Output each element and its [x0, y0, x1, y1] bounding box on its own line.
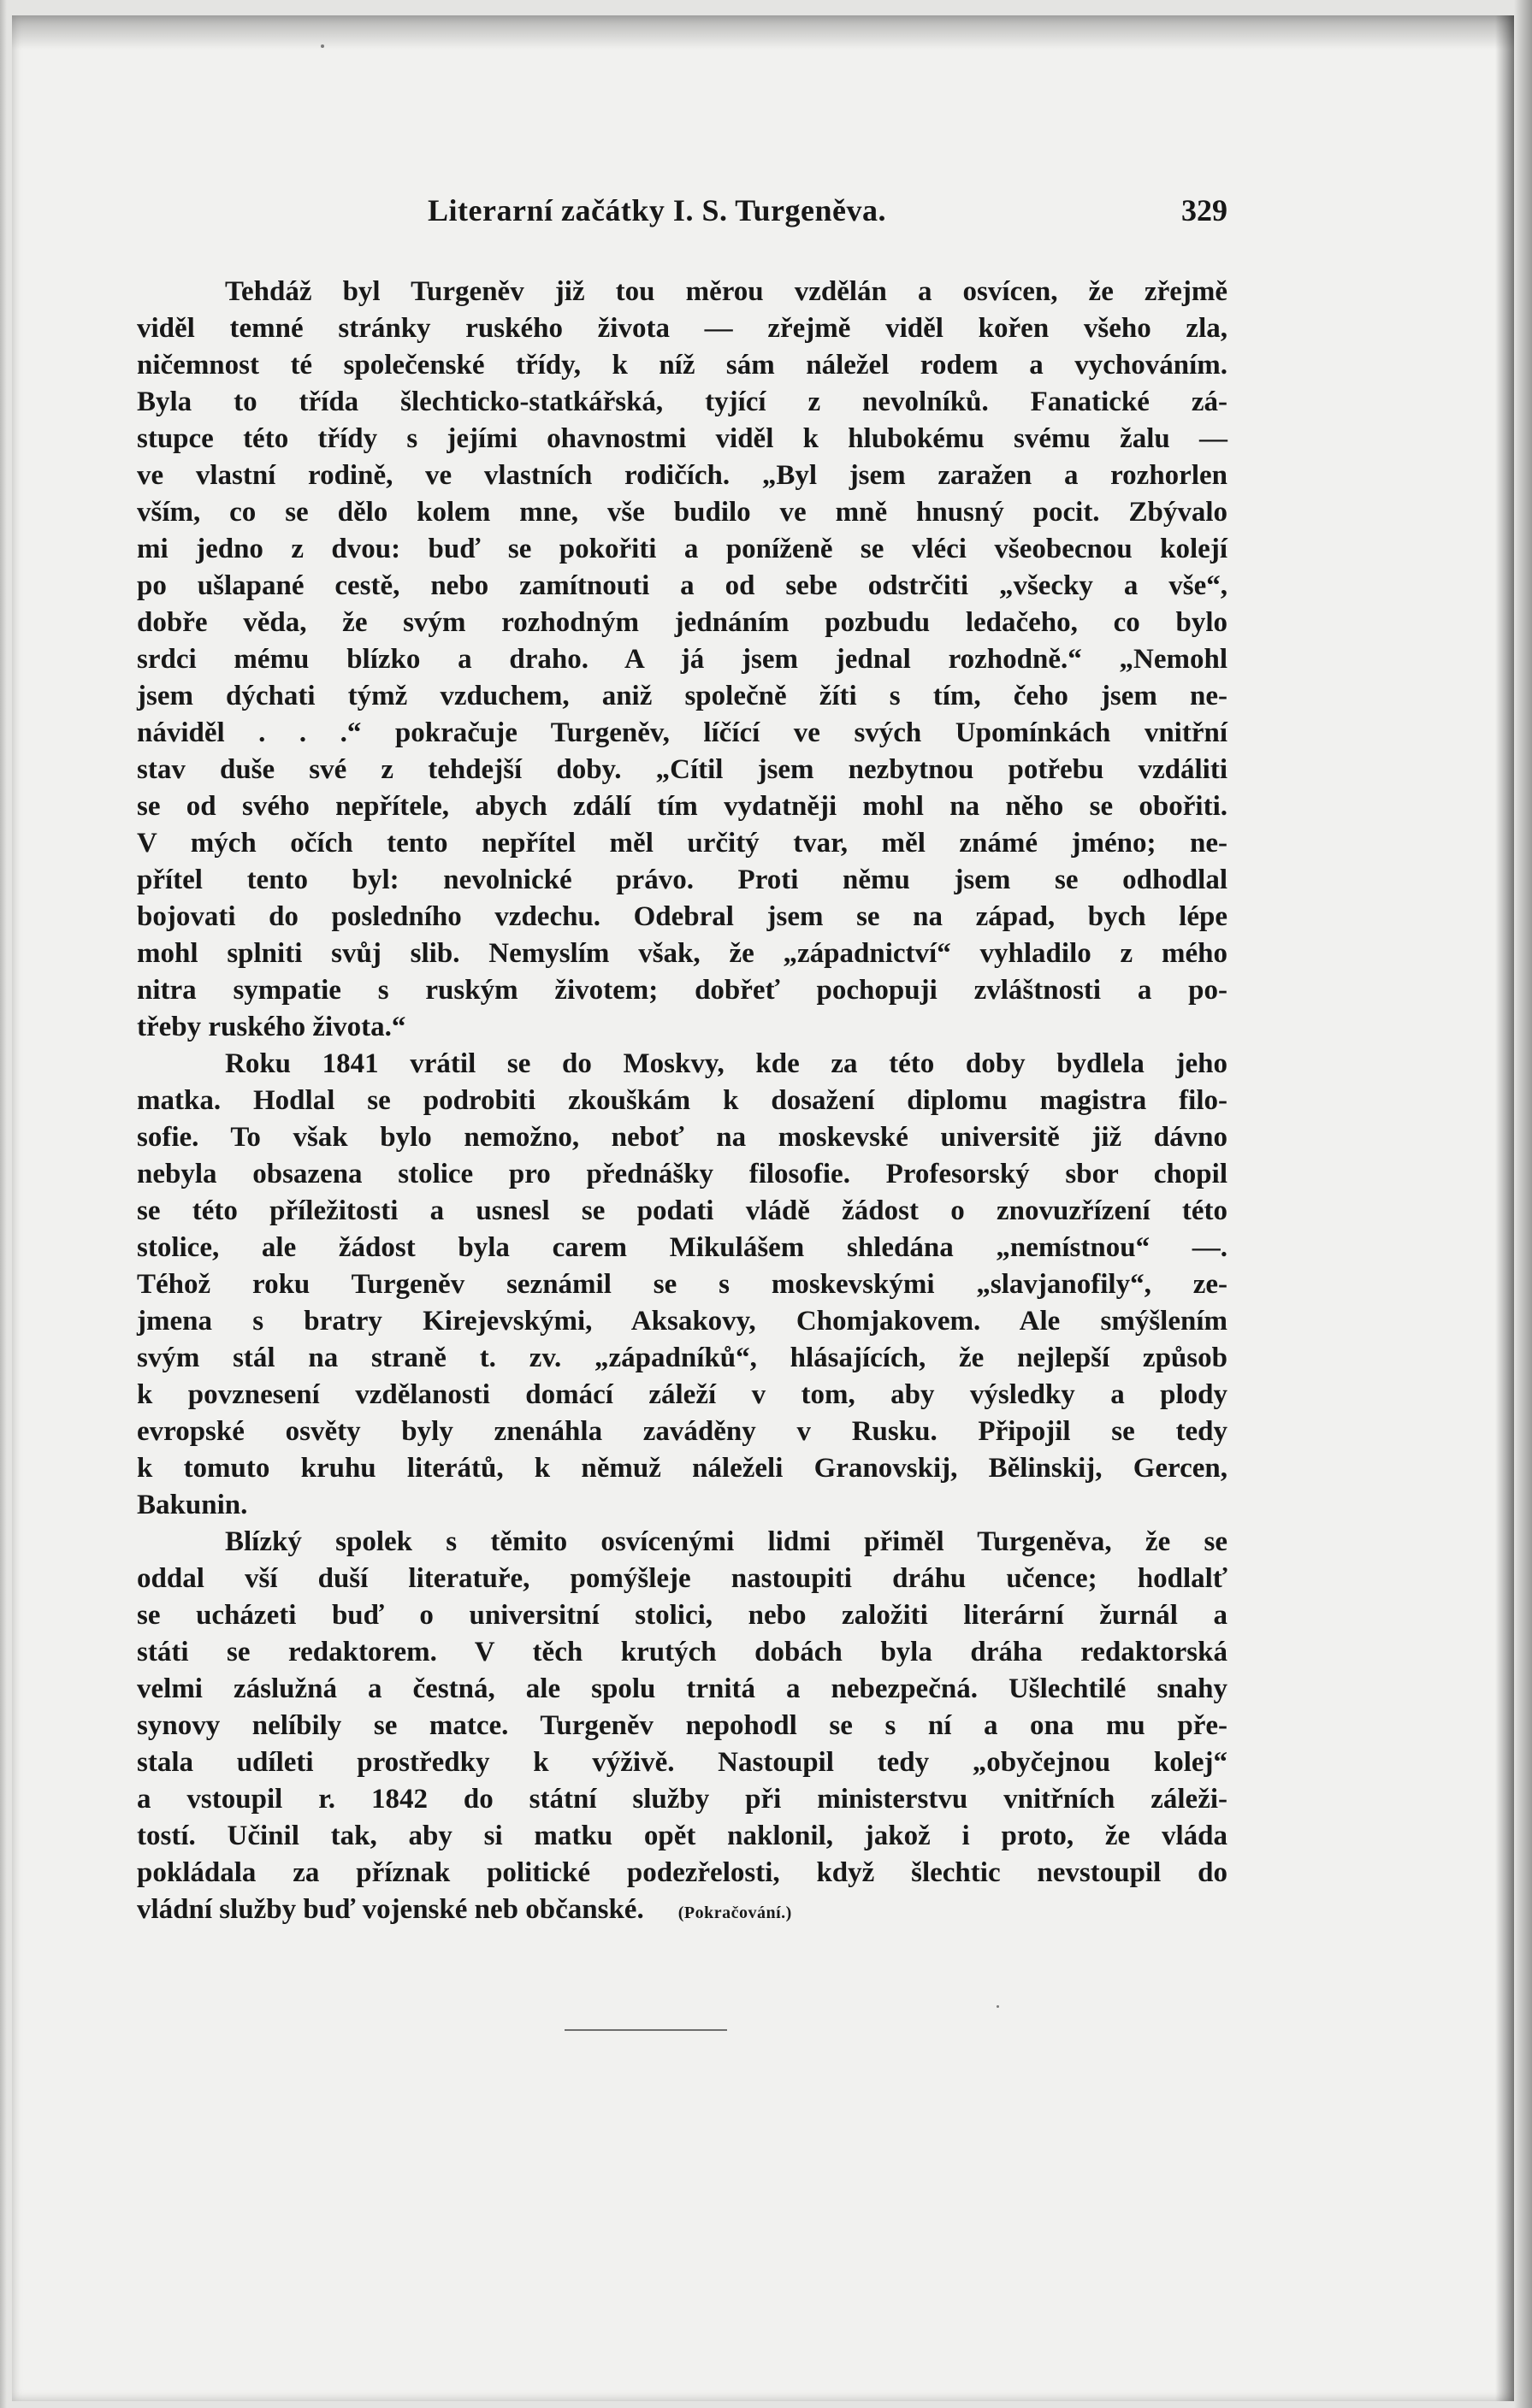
text-line: Téhož roku Turgeněv seznámil se s moskevskými „slavjanofily“, ze- — [137, 1269, 1227, 1300]
page-shadow-top — [12, 15, 1514, 50]
text-line: jsem dýchati týmž vzduchem, aniž společně žíti s tím, čeho jsem ne- — [137, 681, 1227, 711]
text-line: se od svého nepřítele, abych zdálí tím vydatněji mohl na něho se obořiti. — [137, 791, 1227, 822]
text-line: vším, co se dělo kolem mne, vše budilo ve mně hnusný pocit. Zbývalo — [137, 497, 1227, 528]
text-line: jmena s bratry Kirejevskými, Aksakovy, Chomjakovem. Ale smýšlením — [137, 1306, 1227, 1337]
text-line: mi jedno z dvou: buď se pokořiti a poníženě se vléci všeobecnou kolejí — [137, 534, 1227, 564]
final-line-text: vládní služby buď vojenské neb občanské. — [137, 1894, 644, 1925]
text-line: mohl splniti svůj slib. Nemyslím však, že „západnictví“ vyhladilo z mého — [137, 938, 1227, 969]
text-line: velmi záslužná a čestná, ale spolu trnitá a nebezpečná. Ušlechtilé snahy — [137, 1673, 1227, 1704]
text-line: viděl temné stránky ruského života — zřejmě viděl kořen všeho zla, — [137, 313, 1227, 344]
text-line: bojovati do posledního vzdechu. Odebral jsem se na západ, bych lépe — [137, 901, 1227, 932]
text-line: k tomuto kruhu literátů, k němuž náleželi Granovskij, Bělinskij, Gercen, — [137, 1453, 1227, 1484]
text-line-final — [137, 1892, 1227, 1928]
text-line: třeby ruského života.“ — [137, 1012, 406, 1042]
text-line: Bakunin. — [137, 1490, 248, 1520]
text-line: pokládala za příznak politické podezřelosti, když šlechtic nevstoupil do — [137, 1857, 1227, 1888]
text-line: evropské osvěty byly znenáhla zaváděny v Rusku. Připojil se tedy — [137, 1416, 1227, 1447]
text-line: stolice, ale žádost byla carem Mikulášem shledána „nemístnou“ —. — [137, 1232, 1227, 1263]
text-line: Tehdáž byl Turgeněv již tou měrou vzdělán a osvícen, že zřejmě — [225, 276, 1227, 307]
text-line: Roku 1841 vrátil se do Moskvy, kde za této doby bydlela jeho — [225, 1048, 1227, 1079]
running-title: Literarní začátky I. S. Turgeněva. — [428, 193, 886, 227]
text-line: se ucházeti buď o universitní stolici, nebo založiti literární žurnál a — [137, 1600, 1227, 1631]
text-line: tostí. Učinil tak, aby si matku opět naklonil, jakož i proto, že vláda — [137, 1821, 1227, 1851]
text-line: dobře věda, že svým rozhodným jednáním pozbudu ledačeho, co bylo — [137, 607, 1227, 638]
text-line: Blízký spolek s těmito osvícenými lidmi přiměl Turgeněva, že se — [225, 1526, 1227, 1557]
text-line: k povznesení vzdělanosti domácí záleží v tom, aby výsledky a plody — [137, 1379, 1227, 1410]
page-shadow-right — [1495, 15, 1514, 2401]
text-line: a vstoupil r. 1842 do státní služby při ministerstvu vnitřních záleži- — [137, 1784, 1227, 1815]
text-line: náviděl . . .“ pokračuje Turgeněv, líčící ve svých Upomínkách vnitřní — [137, 717, 1227, 748]
body-text — [137, 274, 1227, 1928]
scan-speck — [997, 2005, 999, 2008]
text-line: synovy nelíbily se matce. Turgeněv nepohodl se s ní a ona mu pře- — [137, 1710, 1227, 1741]
text-line: matka. Hodlal se podrobiti zkouškám k dosažení diplomu magistra filo- — [137, 1085, 1227, 1116]
text-line: stav duše své z tehdejší doby. „Cítil jsem nezbytnou potřebu vzdáliti — [137, 754, 1227, 785]
text-line: oddal vší duší literatuře, pomýšleje nastoupiti dráhu učence; hodlalť — [137, 1563, 1227, 1594]
text-line: Byla to třída šlechticko-statkářská, tyjící z nevolníků. Fanatické zá- — [137, 387, 1227, 417]
text-line: svým stál na straně t. zv. „západníků“, hlásajících, že nejlepší způsob — [137, 1343, 1227, 1373]
text-line: se této příležitosti a usnesl se podati vládě žádost o znovuzřízení této — [137, 1195, 1227, 1226]
text-line: nitra sympatie s ruským životem; dobřeť pochopuji zvláštnosti a po- — [137, 975, 1227, 1006]
text-line: ničemnost té společenské třídy, k níž sám náležel rodem a vychováním. — [137, 350, 1227, 381]
text-line: ve vlastní rodině, ve vlastních rodičích. „Byl jsem zaražen a rozhorlen — [137, 460, 1227, 491]
text-line: srdci mému blízko a draho. A já jsem jednal rozhodně.“ „Nemohl — [137, 644, 1227, 675]
text-line: po ušlapané cestě, nebo zamítnouti a od sebe odstrčiti „všecky a vše“, — [137, 570, 1227, 601]
text-line: V mých očích tento nepřítel měl určitý tvar, měl známé jméno; ne- — [137, 828, 1227, 859]
end-rule — [565, 2029, 727, 2031]
text-line: přítel tento byl: nevolnické právo. Proti němu jsem se odhodlal — [137, 865, 1227, 895]
running-head — [428, 192, 1227, 235]
text-line: sofie. To však bylo nemožno, neboť na moskevské universitě již dávno — [137, 1122, 1227, 1153]
text-line: nebyla obsazena stolice pro přednášky filosofie. Profesorský sbor chopil — [137, 1159, 1227, 1189]
scan-speck — [321, 44, 324, 48]
page-number: 329 — [1181, 193, 1227, 227]
text-line: stala udíleti prostředky k výživě. Nastoupil tedy „obyčejnou kolej“ — [137, 1747, 1227, 1778]
text-line: státi se redaktorem. V těch krutých dobách byla dráha redaktorská — [137, 1637, 1227, 1667]
text-line: stupce této třídy s jejími ohavnostmi viděl k hlubokému svému žalu — — [137, 423, 1227, 454]
continued-label: (Pokračování.) — [677, 1903, 792, 1922]
